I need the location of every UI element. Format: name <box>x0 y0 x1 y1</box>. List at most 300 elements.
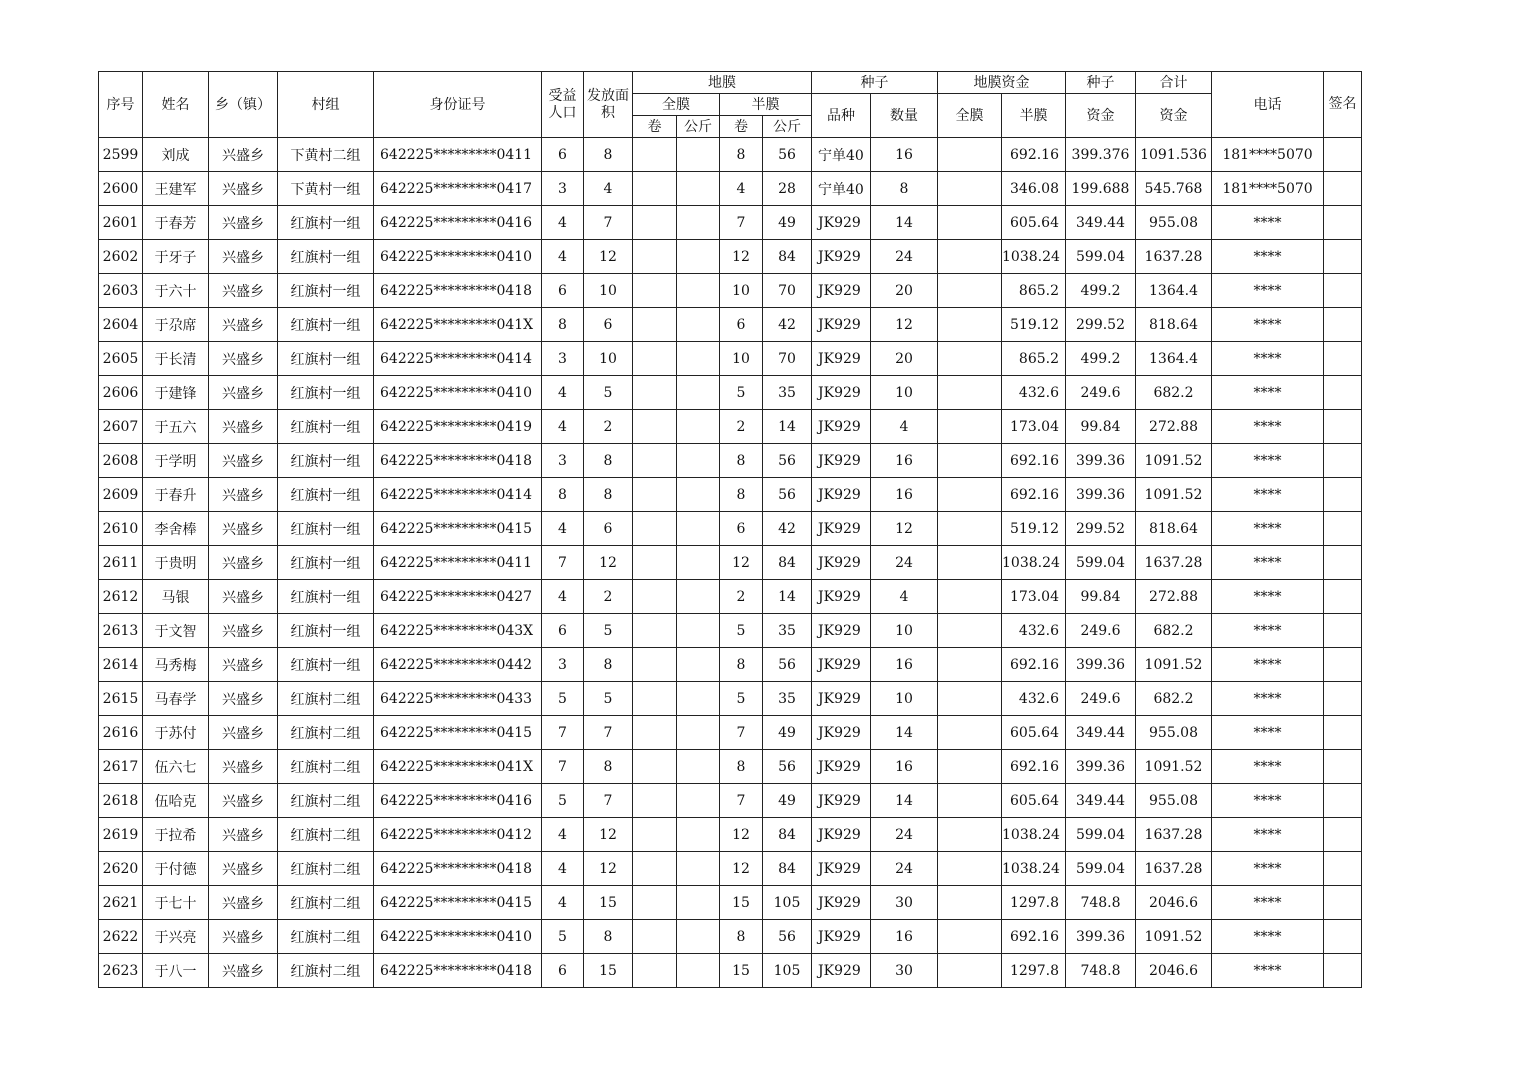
cell-id: 642225*********0415 <box>374 886 542 920</box>
cell-half-roll: 5 <box>720 376 763 410</box>
header-area: 发放面积 <box>584 72 633 138</box>
cell-phone: **** <box>1212 308 1324 342</box>
cell-variety: JK929 <box>812 376 871 410</box>
cell-village: 红旗村一组 <box>278 206 374 240</box>
cell-quantity: 12 <box>871 308 938 342</box>
cell-full-kg <box>677 580 720 614</box>
cell-phone: **** <box>1212 716 1324 750</box>
cell-township: 兴盛乡 <box>209 376 278 410</box>
cell-half-funds: 173.04 <box>1002 410 1066 444</box>
cell-beneficiaries: 4 <box>542 410 584 444</box>
cell-name: 于建锋 <box>143 376 209 410</box>
cell-quantity: 24 <box>871 852 938 886</box>
header-seed-funds-bottom: 资金 <box>1066 94 1136 138</box>
cell-half-funds: 692.16 <box>1002 138 1066 172</box>
cell-phone: **** <box>1212 342 1324 376</box>
table-row <box>99 376 1362 410</box>
cell-seq: 2618 <box>99 784 143 818</box>
cell-beneficiaries: 7 <box>542 716 584 750</box>
cell-variety: JK929 <box>812 682 871 716</box>
cell-beneficiaries: 3 <box>542 648 584 682</box>
cell-half-roll: 8 <box>720 138 763 172</box>
cell-half-funds: 1297.8 <box>1002 954 1066 988</box>
cell-full-roll <box>633 886 677 920</box>
cell-beneficiaries: 4 <box>542 580 584 614</box>
cell-half-funds: 1038.24 <box>1002 852 1066 886</box>
cell-full-kg <box>677 240 720 274</box>
cell-half-roll: 12 <box>720 818 763 852</box>
cell-total: 1091.52 <box>1136 478 1212 512</box>
cell-half-funds: 519.12 <box>1002 512 1066 546</box>
cell-half-kg: 42 <box>763 512 812 546</box>
table-row <box>99 512 1362 546</box>
table-row <box>99 274 1362 308</box>
cell-beneficiaries: 6 <box>542 138 584 172</box>
cell-phone: **** <box>1212 580 1324 614</box>
cell-township: 兴盛乡 <box>209 478 278 512</box>
cell-beneficiaries: 7 <box>542 546 584 580</box>
cell-name: 于文智 <box>143 614 209 648</box>
cell-seed-funds: 349.44 <box>1066 206 1136 240</box>
cell-half-roll: 6 <box>720 512 763 546</box>
table-row <box>99 682 1362 716</box>
cell-sign <box>1324 308 1362 342</box>
table-row <box>99 444 1362 478</box>
table-row <box>99 342 1362 376</box>
header-half-film-funds: 半膜 <box>1002 94 1066 138</box>
cell-full-funds <box>938 410 1002 444</box>
cell-township: 兴盛乡 <box>209 614 278 648</box>
cell-seed-funds: 399.36 <box>1066 750 1136 784</box>
cell-name: 于六十 <box>143 274 209 308</box>
cell-phone: **** <box>1212 682 1324 716</box>
cell-name: 马春学 <box>143 682 209 716</box>
cell-full-funds <box>938 308 1002 342</box>
cell-name: 于苏付 <box>143 716 209 750</box>
cell-phone: **** <box>1212 274 1324 308</box>
cell-id: 642225*********0415 <box>374 512 542 546</box>
cell-sign <box>1324 376 1362 410</box>
cell-full-funds <box>938 240 1002 274</box>
cell-township: 兴盛乡 <box>209 784 278 818</box>
cell-sign <box>1324 444 1362 478</box>
cell-sign <box>1324 614 1362 648</box>
cell-beneficiaries: 5 <box>542 920 584 954</box>
cell-seq: 2612 <box>99 580 143 614</box>
cell-id: 642225*********0416 <box>374 206 542 240</box>
cell-area: 8 <box>584 444 633 478</box>
cell-half-funds: 605.64 <box>1002 784 1066 818</box>
cell-half-kg: 56 <box>763 648 812 682</box>
cell-quantity: 4 <box>871 580 938 614</box>
cell-full-funds <box>938 274 1002 308</box>
cell-full-kg <box>677 614 720 648</box>
cell-full-roll <box>633 954 677 988</box>
cell-village: 下黄村二组 <box>278 138 374 172</box>
cell-phone: **** <box>1212 410 1324 444</box>
cell-seed-funds: 249.6 <box>1066 614 1136 648</box>
cell-seq: 2608 <box>99 444 143 478</box>
cell-half-roll: 12 <box>720 546 763 580</box>
cell-area: 8 <box>584 478 633 512</box>
cell-name: 于七十 <box>143 886 209 920</box>
table-row <box>99 920 1362 954</box>
table-row <box>99 818 1362 852</box>
cell-id: 642225*********043X <box>374 614 542 648</box>
table-row <box>99 478 1362 512</box>
cell-total: 272.88 <box>1136 410 1212 444</box>
cell-seq: 2599 <box>99 138 143 172</box>
cell-area: 5 <box>584 376 633 410</box>
cell-half-roll: 8 <box>720 920 763 954</box>
cell-seq: 2600 <box>99 172 143 206</box>
cell-half-kg: 70 <box>763 342 812 376</box>
cell-full-funds <box>938 580 1002 614</box>
cell-half-funds: 692.16 <box>1002 478 1066 512</box>
cell-village: 红旗村一组 <box>278 410 374 444</box>
cell-full-roll <box>633 512 677 546</box>
cell-township: 兴盛乡 <box>209 682 278 716</box>
cell-full-funds <box>938 920 1002 954</box>
cell-seq: 2613 <box>99 614 143 648</box>
cell-variety: JK929 <box>812 818 871 852</box>
cell-beneficiaries: 4 <box>542 240 584 274</box>
cell-full-kg <box>677 920 720 954</box>
cell-village: 红旗村二组 <box>278 920 374 954</box>
cell-beneficiaries: 4 <box>542 852 584 886</box>
cell-area: 7 <box>584 206 633 240</box>
cell-half-kg: 49 <box>763 206 812 240</box>
cell-seq: 2623 <box>99 954 143 988</box>
cell-beneficiaries: 6 <box>542 954 584 988</box>
header-quantity: 数量 <box>871 94 938 138</box>
cell-full-roll <box>633 240 677 274</box>
cell-sign <box>1324 954 1362 988</box>
cell-quantity: 16 <box>871 648 938 682</box>
cell-half-kg: 56 <box>763 920 812 954</box>
cell-half-funds: 173.04 <box>1002 580 1066 614</box>
cell-quantity: 16 <box>871 478 938 512</box>
cell-variety: JK929 <box>812 750 871 784</box>
cell-half-roll: 10 <box>720 274 763 308</box>
cell-village: 红旗村一组 <box>278 648 374 682</box>
cell-half-funds: 432.6 <box>1002 682 1066 716</box>
table-row <box>99 308 1362 342</box>
cell-quantity: 24 <box>871 546 938 580</box>
cell-village: 红旗村一组 <box>278 308 374 342</box>
header-full-film: 全膜 <box>633 94 720 116</box>
cell-phone: **** <box>1212 954 1324 988</box>
cell-sign <box>1324 750 1362 784</box>
cell-township: 兴盛乡 <box>209 920 278 954</box>
cell-area: 10 <box>584 342 633 376</box>
cell-variety: JK929 <box>812 546 871 580</box>
table-row <box>99 206 1362 240</box>
cell-full-funds <box>938 852 1002 886</box>
cell-total: 955.08 <box>1136 206 1212 240</box>
cell-township: 兴盛乡 <box>209 206 278 240</box>
cell-area: 12 <box>584 546 633 580</box>
cell-variety: JK929 <box>812 206 871 240</box>
cell-phone: **** <box>1212 920 1324 954</box>
header-full-roll: 卷 <box>633 116 677 138</box>
cell-total: 1091.52 <box>1136 750 1212 784</box>
cell-half-kg: 14 <box>763 580 812 614</box>
table-row <box>99 172 1362 206</box>
cell-village: 红旗村一组 <box>278 512 374 546</box>
cell-half-kg: 84 <box>763 546 812 580</box>
cell-phone: **** <box>1212 376 1324 410</box>
cell-township: 兴盛乡 <box>209 648 278 682</box>
cell-id: 642225*********0433 <box>374 682 542 716</box>
cell-half-funds: 346.08 <box>1002 172 1066 206</box>
cell-variety: JK929 <box>812 240 871 274</box>
cell-township: 兴盛乡 <box>209 308 278 342</box>
cell-half-roll: 10 <box>720 342 763 376</box>
cell-area: 2 <box>584 410 633 444</box>
cell-seq: 2607 <box>99 410 143 444</box>
cell-phone: **** <box>1212 444 1324 478</box>
cell-total: 1637.28 <box>1136 818 1212 852</box>
cell-half-roll: 6 <box>720 308 763 342</box>
cell-quantity: 14 <box>871 206 938 240</box>
cell-full-funds <box>938 206 1002 240</box>
cell-sign <box>1324 172 1362 206</box>
cell-variety: JK929 <box>812 716 871 750</box>
cell-variety: JK929 <box>812 648 871 682</box>
cell-half-roll: 8 <box>720 648 763 682</box>
cell-total: 2046.6 <box>1136 954 1212 988</box>
cell-half-funds: 1038.24 <box>1002 546 1066 580</box>
cell-half-funds: 1038.24 <box>1002 818 1066 852</box>
cell-half-kg: 35 <box>763 682 812 716</box>
cell-seed-funds: 748.8 <box>1066 886 1136 920</box>
cell-beneficiaries: 4 <box>542 206 584 240</box>
cell-id: 642225*********0418 <box>374 852 542 886</box>
cell-full-roll <box>633 852 677 886</box>
header-half-roll: 卷 <box>720 116 763 138</box>
cell-id: 642225*********041X <box>374 750 542 784</box>
cell-area: 6 <box>584 308 633 342</box>
cell-half-kg: 84 <box>763 240 812 274</box>
cell-half-roll: 15 <box>720 954 763 988</box>
cell-full-kg <box>677 478 720 512</box>
header-half-kg: 公斤 <box>763 116 812 138</box>
cell-half-funds: 692.16 <box>1002 750 1066 784</box>
cell-id: 642225*********0418 <box>374 274 542 308</box>
cell-half-roll: 15 <box>720 886 763 920</box>
cell-variety: JK929 <box>812 478 871 512</box>
cell-half-kg: 84 <box>763 818 812 852</box>
cell-total: 1637.28 <box>1136 240 1212 274</box>
cell-beneficiaries: 8 <box>542 308 584 342</box>
cell-full-roll <box>633 342 677 376</box>
cell-township: 兴盛乡 <box>209 954 278 988</box>
cell-seq: 2620 <box>99 852 143 886</box>
cell-full-roll <box>633 920 677 954</box>
cell-phone: 181****5070 <box>1212 172 1324 206</box>
cell-seed-funds: 249.6 <box>1066 376 1136 410</box>
cell-name: 于八一 <box>143 954 209 988</box>
cell-seed-funds: 299.52 <box>1066 308 1136 342</box>
cell-area: 8 <box>584 920 633 954</box>
cell-half-kg: 56 <box>763 750 812 784</box>
cell-half-funds: 692.16 <box>1002 648 1066 682</box>
cell-id: 642225*********0416 <box>374 784 542 818</box>
cell-township: 兴盛乡 <box>209 886 278 920</box>
cell-full-roll <box>633 546 677 580</box>
cell-full-funds <box>938 512 1002 546</box>
cell-quantity: 16 <box>871 444 938 478</box>
cell-sign <box>1324 206 1362 240</box>
cell-seed-funds: 349.44 <box>1066 784 1136 818</box>
cell-half-kg: 14 <box>763 410 812 444</box>
cell-name: 伍哈克 <box>143 784 209 818</box>
cell-phone: **** <box>1212 784 1324 818</box>
cell-half-funds: 1038.24 <box>1002 240 1066 274</box>
cell-half-kg: 105 <box>763 886 812 920</box>
cell-seed-funds: 249.6 <box>1066 682 1136 716</box>
distribution-table <box>98 71 1362 988</box>
cell-phone: 181****5070 <box>1212 138 1324 172</box>
cell-full-kg <box>677 342 720 376</box>
cell-full-funds <box>938 172 1002 206</box>
cell-name: 于尕席 <box>143 308 209 342</box>
cell-area: 15 <box>584 954 633 988</box>
cell-beneficiaries: 5 <box>542 784 584 818</box>
cell-name: 于五六 <box>143 410 209 444</box>
cell-id: 642225*********0418 <box>374 444 542 478</box>
cell-village: 红旗村二组 <box>278 682 374 716</box>
cell-sign <box>1324 138 1362 172</box>
cell-area: 8 <box>584 138 633 172</box>
table-row <box>99 886 1362 920</box>
cell-variety: JK929 <box>812 920 871 954</box>
cell-total: 682.2 <box>1136 682 1212 716</box>
cell-village: 红旗村一组 <box>278 546 374 580</box>
cell-half-roll: 8 <box>720 478 763 512</box>
cell-seq: 2616 <box>99 716 143 750</box>
cell-quantity: 16 <box>871 750 938 784</box>
cell-township: 兴盛乡 <box>209 716 278 750</box>
cell-seq: 2609 <box>99 478 143 512</box>
cell-township: 兴盛乡 <box>209 852 278 886</box>
cell-township: 兴盛乡 <box>209 240 278 274</box>
cell-full-roll <box>633 750 677 784</box>
cell-sign <box>1324 240 1362 274</box>
cell-quantity: 30 <box>871 886 938 920</box>
cell-area: 12 <box>584 240 633 274</box>
cell-seed-funds: 399.36 <box>1066 478 1136 512</box>
cell-full-kg <box>677 716 720 750</box>
cell-half-roll: 8 <box>720 444 763 478</box>
cell-sign <box>1324 682 1362 716</box>
cell-phone: **** <box>1212 614 1324 648</box>
cell-phone: **** <box>1212 512 1324 546</box>
cell-sign <box>1324 852 1362 886</box>
cell-area: 4 <box>584 172 633 206</box>
cell-name: 于长清 <box>143 342 209 376</box>
cell-full-kg <box>677 274 720 308</box>
cell-seq: 2603 <box>99 274 143 308</box>
header-seed-funds-top: 种子 <box>1066 72 1136 94</box>
cell-half-funds: 605.64 <box>1002 206 1066 240</box>
cell-name: 伍六七 <box>143 750 209 784</box>
cell-full-funds <box>938 886 1002 920</box>
cell-seq: 2615 <box>99 682 143 716</box>
cell-name: 于付德 <box>143 852 209 886</box>
table-row <box>99 716 1362 750</box>
cell-full-kg <box>677 648 720 682</box>
cell-full-funds <box>938 376 1002 410</box>
cell-full-funds <box>938 478 1002 512</box>
cell-full-kg <box>677 546 720 580</box>
cell-half-funds: 519.12 <box>1002 308 1066 342</box>
cell-seed-funds: 399.36 <box>1066 444 1136 478</box>
cell-variety: JK929 <box>812 342 871 376</box>
cell-variety: 宁单40 <box>812 172 871 206</box>
cell-full-roll <box>633 784 677 818</box>
cell-half-roll: 5 <box>720 682 763 716</box>
cell-quantity: 12 <box>871 512 938 546</box>
cell-total: 272.88 <box>1136 580 1212 614</box>
header-total-top: 合计 <box>1136 72 1212 94</box>
cell-half-roll: 4 <box>720 172 763 206</box>
cell-name: 王建军 <box>143 172 209 206</box>
cell-area: 12 <box>584 852 633 886</box>
cell-total: 955.08 <box>1136 716 1212 750</box>
cell-name: 于兴亮 <box>143 920 209 954</box>
cell-half-kg: 70 <box>763 274 812 308</box>
cell-sign <box>1324 648 1362 682</box>
cell-full-funds <box>938 750 1002 784</box>
cell-beneficiaries: 3 <box>542 342 584 376</box>
cell-seq: 2605 <box>99 342 143 376</box>
table-row <box>99 614 1362 648</box>
cell-sign <box>1324 478 1362 512</box>
cell-village: 红旗村二组 <box>278 954 374 988</box>
cell-seq: 2611 <box>99 546 143 580</box>
cell-half-roll: 12 <box>720 240 763 274</box>
cell-full-kg <box>677 444 720 478</box>
cell-sign <box>1324 274 1362 308</box>
cell-id: 642225*********0414 <box>374 342 542 376</box>
cell-half-roll: 2 <box>720 410 763 444</box>
cell-full-kg <box>677 784 720 818</box>
cell-township: 兴盛乡 <box>209 818 278 852</box>
cell-id: 642225*********0411 <box>374 138 542 172</box>
cell-quantity: 30 <box>871 954 938 988</box>
cell-township: 兴盛乡 <box>209 512 278 546</box>
cell-seed-funds: 199.688 <box>1066 172 1136 206</box>
cell-seed-funds: 299.52 <box>1066 512 1136 546</box>
cell-township: 兴盛乡 <box>209 580 278 614</box>
cell-full-roll <box>633 410 677 444</box>
cell-beneficiaries: 6 <box>542 614 584 648</box>
cell-half-kg: 49 <box>763 716 812 750</box>
cell-beneficiaries: 4 <box>542 886 584 920</box>
cell-area: 12 <box>584 818 633 852</box>
header-name: 姓名 <box>143 72 209 138</box>
cell-village: 红旗村二组 <box>278 886 374 920</box>
cell-total: 682.2 <box>1136 614 1212 648</box>
cell-beneficiaries: 3 <box>542 444 584 478</box>
cell-township: 兴盛乡 <box>209 410 278 444</box>
cell-seq: 2610 <box>99 512 143 546</box>
table-row <box>99 954 1362 988</box>
cell-id: 642225*********0427 <box>374 580 542 614</box>
cell-full-roll <box>633 818 677 852</box>
